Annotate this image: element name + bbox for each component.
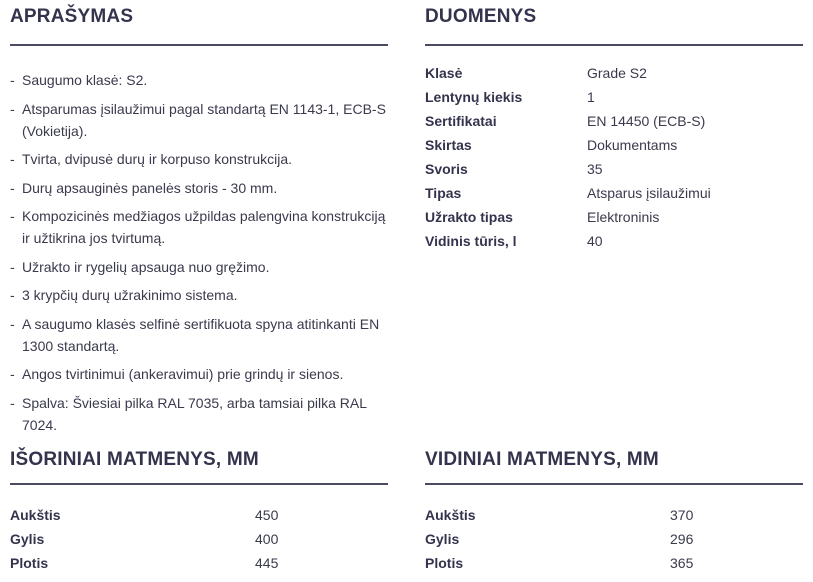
description-item-text: Kompozicinės medžiagos užpildas palengvina konstrukciją ir užtikrina jos tvirtumą. <box>22 208 386 246</box>
inner-dimensions-title: VIDINIAI MATMENYS, MM <box>425 449 659 470</box>
spec-label: Tipas <box>425 185 462 201</box>
outer-dimension-row <box>10 503 278 527</box>
bullet-dash: - <box>10 208 15 224</box>
outer-dimension-value: 445 <box>255 555 279 571</box>
bullet-dash: - <box>10 394 15 411</box>
description-item <box>10 177 388 199</box>
inner-dimension-label: Plotis <box>425 555 464 571</box>
spec-value: Atsparus įsilaužimui <box>587 185 711 201</box>
description-item <box>10 363 388 385</box>
spec-label: Vidinis tūris, l <box>425 233 517 249</box>
outer-dimension-label: Aukštis <box>10 507 61 523</box>
description-item-text: Tvirta, dvipusė durų ir korpuso konstrukcija. <box>22 151 292 167</box>
bullet-dash: - <box>10 287 15 303</box>
specs-title: DUOMENYS <box>425 6 537 27</box>
description-title: APRAŠYMAS <box>10 6 134 27</box>
inner-dimension-value: 370 <box>670 507 694 523</box>
inner-dimension-row <box>425 503 693 527</box>
description-item <box>10 69 388 91</box>
inner-dimensions-divider <box>425 483 803 485</box>
spec-row <box>425 181 711 205</box>
description-item <box>10 98 388 142</box>
spec-value: 1 <box>587 89 595 105</box>
spec-value: 35 <box>587 161 603 177</box>
spec-label: Lentynų kiekis <box>425 89 523 105</box>
description-divider <box>10 44 388 46</box>
description-section <box>10 6 388 433</box>
inner-dimension-value: 365 <box>670 555 694 571</box>
spec-label: Svoris <box>425 161 468 177</box>
outer-dimensions-table <box>10 503 278 575</box>
bullet-dash: - <box>10 258 15 275</box>
spec-value: Dokumentams <box>587 137 678 153</box>
outer-dimensions-divider <box>10 483 388 485</box>
description-item-text: Durų apsauginės panelės storis - 30 mm. <box>22 179 278 196</box>
spec-row <box>425 205 711 229</box>
spec-row <box>425 229 711 253</box>
outer-dimension-row <box>10 551 278 575</box>
spec-label: Sertifikatai <box>425 113 497 129</box>
description-list <box>10 69 388 442</box>
specs-section <box>425 6 803 266</box>
bullet-dash: - <box>10 100 15 117</box>
specs-table <box>425 61 711 253</box>
outer-dimension-label: Gylis <box>10 531 45 547</box>
description-item <box>10 205 388 249</box>
inner-dimensions-section <box>425 449 803 579</box>
description-item-text: A saugumo klasės selfinė sertifikuota spyna atitinkanti EN 1300 standartą. <box>22 315 380 354</box>
outer-dimension-label: Plotis <box>10 555 49 571</box>
outer-dimension-value: 400 <box>255 531 279 547</box>
inner-dimension-value: 296 <box>670 531 694 547</box>
spec-label: Skirtas <box>425 137 472 153</box>
spec-row <box>425 157 711 181</box>
outer-dimension-row <box>10 527 278 551</box>
inner-dimension-row <box>425 527 693 551</box>
description-item-text: Saugumo klasė: S2. <box>22 72 148 88</box>
description-item-text: 3 krypčių durų užrakinimo sistema. <box>22 287 238 303</box>
description-item-text: Angos tvirtinimui (ankeravimui) prie grindų ir sienos. <box>22 366 344 382</box>
inner-dimension-label: Aukštis <box>425 507 476 523</box>
bullet-dash: - <box>10 72 15 88</box>
outer-dimensions-title: IŠORINIAI MATMENYS, MM <box>10 449 259 470</box>
outer-dimension-value: 450 <box>255 507 279 523</box>
spec-label: Klasė <box>425 65 463 81</box>
description-item-text: Užrakto ir rygelių apsauga nuo gręžimo. <box>22 258 270 275</box>
spec-row <box>425 85 711 109</box>
spec-row <box>425 133 711 157</box>
spec-value: 40 <box>587 233 603 249</box>
description-item <box>10 313 388 357</box>
spec-row <box>425 109 711 133</box>
inner-dimension-label: Gylis <box>425 531 460 547</box>
inner-dimensions-table <box>425 503 693 575</box>
bullet-dash: - <box>10 366 15 382</box>
description-item <box>10 148 388 170</box>
description-item-text: Spalva: Šviesiai pilka RAL 7035, arba tamsiai pilka RAL 7024. <box>22 394 367 433</box>
specs-divider <box>425 44 803 46</box>
bullet-dash: - <box>10 179 15 196</box>
inner-dimension-row <box>425 551 693 575</box>
spec-value: Grade S2 <box>587 65 647 81</box>
spec-label: Užrakto tipas <box>425 209 513 225</box>
description-item <box>10 392 388 436</box>
spec-value: EN 14450 (ECB-S) <box>587 113 706 129</box>
spec-row <box>425 61 711 85</box>
bullet-dash: - <box>10 315 15 332</box>
bullet-dash: - <box>10 151 15 167</box>
description-item <box>10 284 388 306</box>
description-item <box>10 256 388 278</box>
spec-value: Elektroninis <box>587 209 660 225</box>
outer-dimensions-section <box>10 449 388 579</box>
description-item-text: Atsparumas įsilaužimui pagal standartą EN 1143-1, ECB-S (Vokietija). <box>22 100 386 139</box>
